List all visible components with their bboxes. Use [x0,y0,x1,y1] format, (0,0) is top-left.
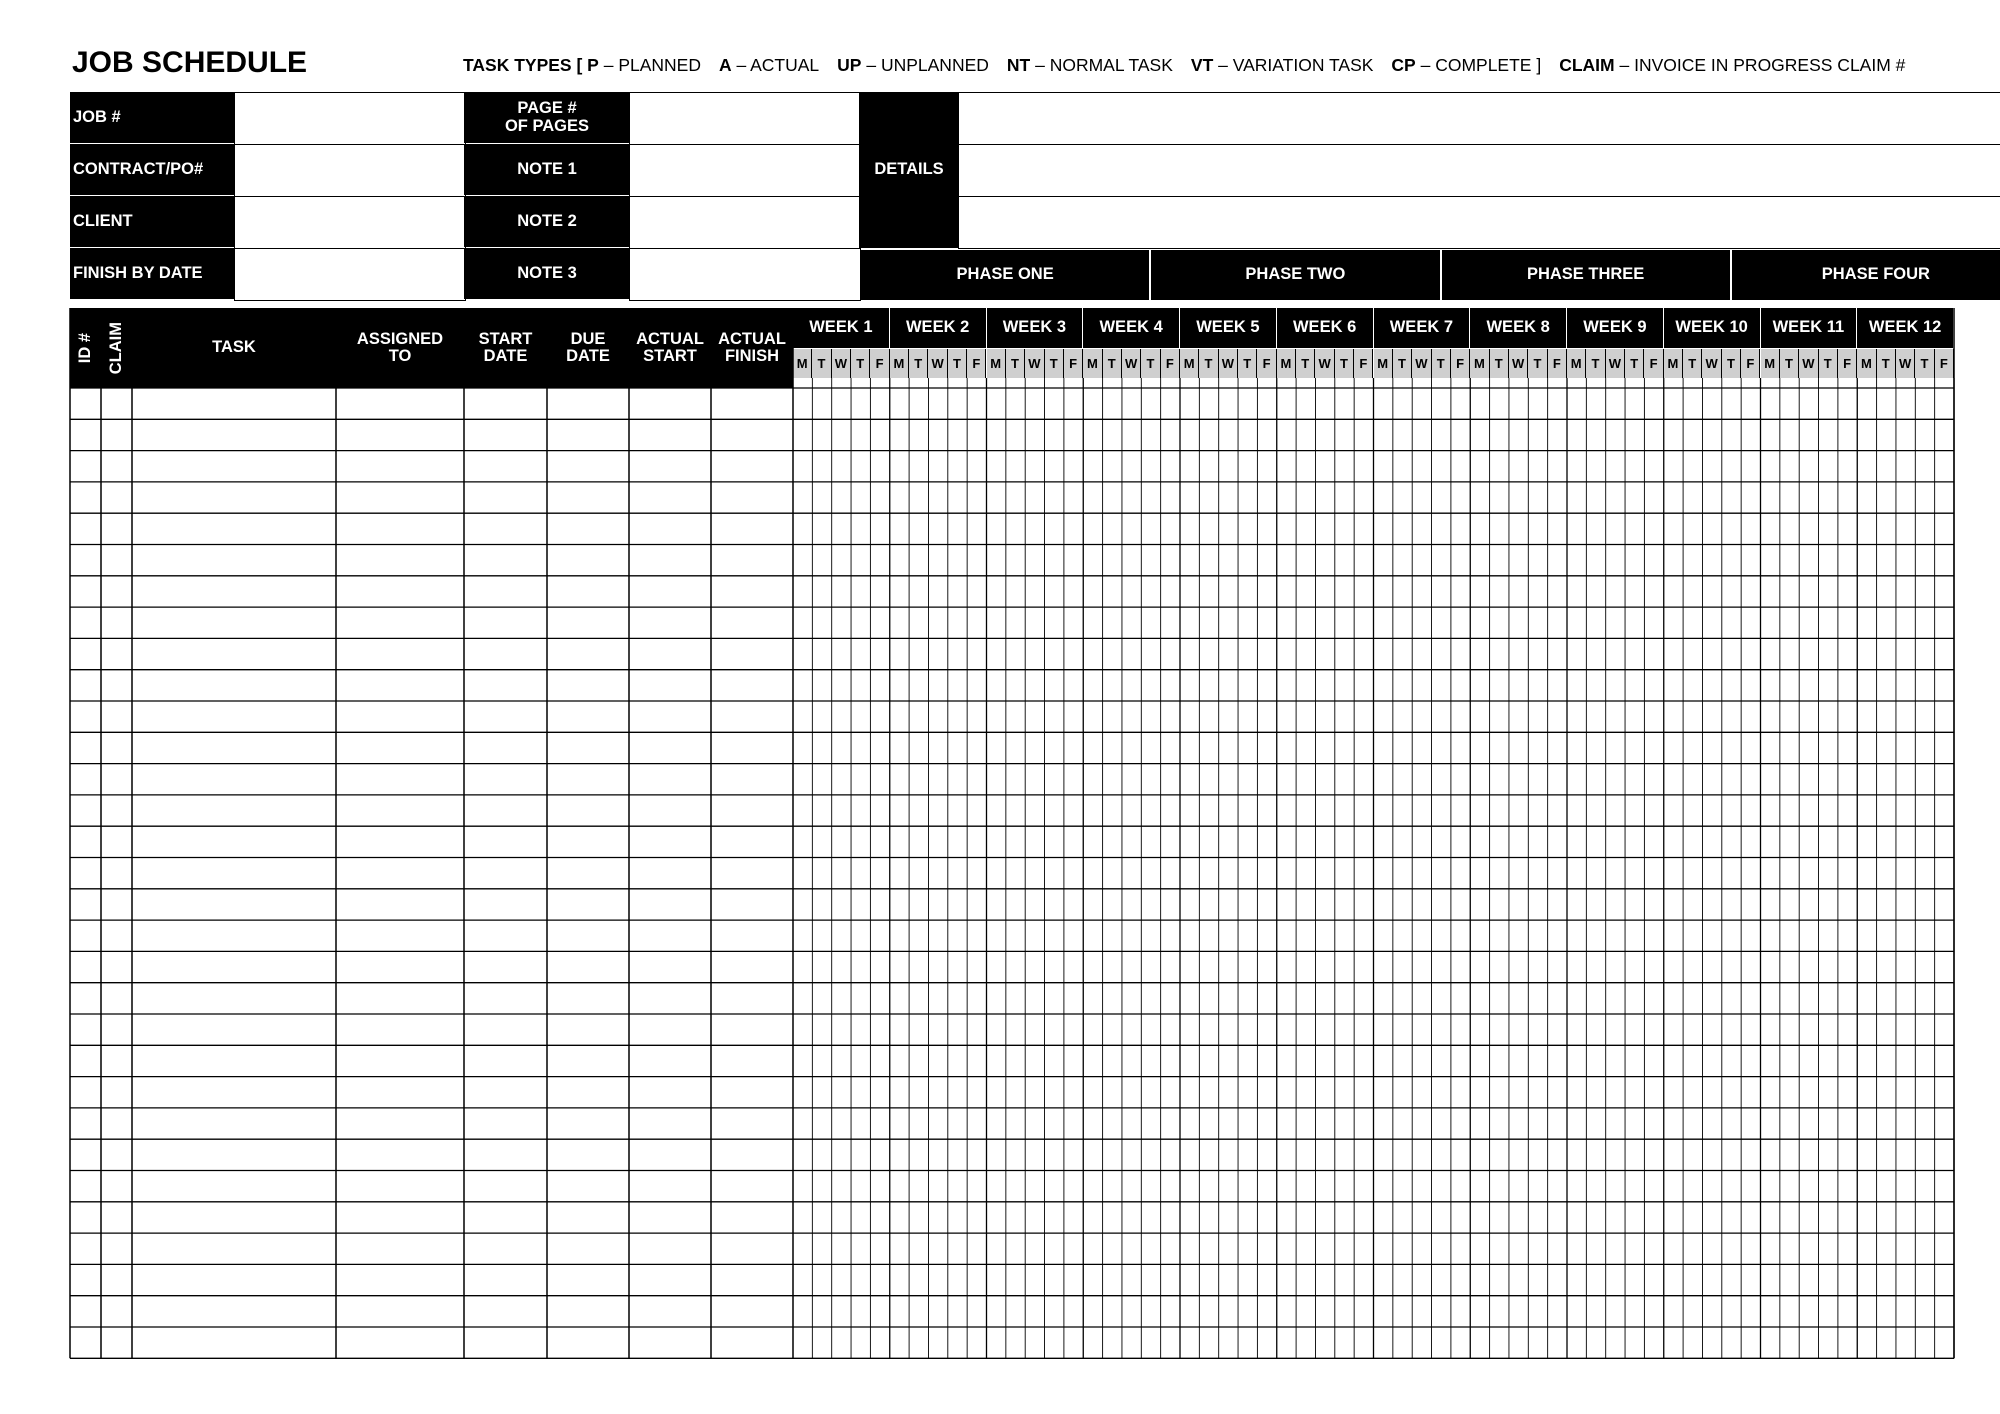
job-number-field[interactable] [234,92,466,145]
assigned-text: ASSIGNED [356,329,444,348]
start-text: START [643,347,697,365]
day-header: T [1528,349,1547,378]
note-3-label: NOTE 3 [464,248,630,299]
day-header: W [1509,349,1528,378]
day-header: W [1702,349,1721,378]
week-header: WEEK 3 [987,308,1083,348]
due-text: DUE [570,329,606,348]
day-header: M [1664,349,1683,378]
day-header: T [1238,349,1257,378]
day-header: T [812,349,831,378]
day-header: M [1277,349,1296,378]
day-header: M [890,349,909,378]
task-column-header: TASK [132,308,336,388]
day-header: T [1819,349,1838,378]
legend-label: NORMAL TASK [1049,55,1173,75]
week-header: WEEK 5 [1180,308,1276,348]
note-1-field[interactable] [629,144,861,197]
day-header: T [1141,349,1160,378]
note-2-label: NOTE 2 [464,196,630,247]
day-header: T [1199,349,1218,378]
day-header: W [1025,349,1044,378]
client-field[interactable] [234,196,466,249]
day-header: W [1606,349,1625,378]
day-header: M [987,349,1006,378]
day-header: F [1257,349,1276,378]
page-of-pages-label [464,92,630,143]
day-header: T [1296,349,1315,378]
day-header: M [1761,349,1780,378]
contract-po-field[interactable] [234,144,466,197]
legend-code: CLAIM [1559,55,1615,75]
week-header: WEEK 2 [890,308,986,348]
note-3-field[interactable] [629,248,861,301]
week-header: WEEK 10 [1664,308,1760,348]
to-text: TO [388,347,412,365]
contract-po-label: CONTRACT/PO# [70,144,236,195]
details-field-2[interactable] [958,144,2000,197]
actual-text: ACTUAL [636,329,704,348]
legend-label: VARIATION TASK [1232,55,1374,75]
day-header: M [1180,349,1199,378]
client-label: CLIENT [70,196,236,247]
grid-lines [70,308,1954,1398]
phase-header: PHASE THREE [1442,250,1730,300]
day-header: T [1393,349,1412,378]
day-header: M [793,349,812,378]
day-header: F [1838,349,1857,378]
claim-header-text: CLAIM [106,321,125,375]
legend-label: UNPLANNED [880,55,989,75]
phase-header: PHASE FOUR [1732,250,2000,300]
legend-code: NT [1006,55,1031,75]
day-header: F [1161,349,1180,378]
finish-text: FINISH [724,347,780,365]
day-header: W [1315,349,1334,378]
week-header: WEEK 11 [1761,308,1857,348]
day-header: M [1567,349,1586,378]
week-header: WEEK 4 [1083,308,1179,348]
day-header: T [1006,349,1025,378]
day-header: T [1490,349,1509,378]
legend-code: CP [1391,55,1416,75]
phase-header: PHASE ONE [861,250,1149,300]
day-header: W [1219,349,1238,378]
legend-label: COMPLETE ] [1435,55,1542,75]
day-header: F [1548,349,1567,378]
page-number-text: PAGE # [517,99,577,118]
day-header: M [1083,349,1102,378]
details-label: DETAILS [859,92,959,248]
finish-by-date-label: FINISH BY DATE [70,248,236,299]
day-header: T [948,349,967,378]
page-title: JOB SCHEDULE [72,46,308,79]
day-header: T [1335,349,1354,378]
day-header: T [909,349,928,378]
legend-code: P [587,55,599,75]
day-header: F [870,349,889,378]
day-header: W [1896,349,1915,378]
day-header: W [928,349,947,378]
day-header: T [1877,349,1896,378]
details-field-1[interactable] [958,92,2000,145]
date-text: DATE [566,347,610,365]
note-1-label: NOTE 1 [464,144,630,195]
day-header: T [1722,349,1741,378]
start-text: START [478,329,533,348]
day-header: M [1374,349,1393,378]
phase-header: PHASE TWO [1151,250,1439,300]
day-header: W [1799,349,1818,378]
day-header: T [1780,349,1799,378]
day-header: F [1354,349,1373,378]
day-header: W [1122,349,1141,378]
legend-code: VT [1190,55,1214,75]
day-header: F [1741,349,1760,378]
day-header: F [967,349,986,378]
task-types-legend: TASK TYPES [ P – PLANNED A – ACTUAL UP – UNPLANNED NT – NORMAL TASK VT – VARIATION TASK CP – COMPLETE ] CLAIM – INVOICE IN PROGRESS CLAIM # [463,55,1906,75]
week-header: WEEK 7 [1374,308,1470,348]
day-header: W [1412,349,1431,378]
actual-text: ACTUAL [718,329,786,348]
day-header: M [1857,349,1876,378]
job-number-label: JOB # [70,92,236,143]
day-header: T [1915,349,1934,378]
week-header: WEEK 8 [1470,308,1566,348]
week-header: WEEK 12 [1857,308,1953,348]
day-header: T [1432,349,1451,378]
id-header-text: ID # [75,332,94,364]
week-header: WEEK 9 [1567,308,1663,348]
day-header: W [832,349,851,378]
day-header: T [851,349,870,378]
page-of-pages-field[interactable] [629,92,861,145]
details-field-3[interactable] [958,196,2000,249]
day-header: F [1451,349,1470,378]
date-text: DATE [483,347,528,365]
finish-by-date-field[interactable] [234,248,466,301]
day-header: F [1644,349,1663,378]
day-header: T [1586,349,1605,378]
week-header: WEEK 6 [1277,308,1373,348]
week-header: WEEK 1 [793,308,889,348]
day-header: T [1625,349,1644,378]
legend-label: INVOICE IN PROGRESS CLAIM # [1634,55,1906,75]
day-header: T [1045,349,1064,378]
legend-prefix: TASK TYPES [ [463,55,583,75]
day-header: F [1064,349,1083,378]
legend-label: ACTUAL [750,55,820,75]
legend-label: PLANNED [618,55,701,75]
day-header: T [1683,349,1702,378]
of-pages-text: OF PAGES [504,116,590,135]
legend-code: A [718,55,732,75]
day-header: F [1935,349,1954,378]
day-header: M [1470,349,1489,378]
legend-code: UP [837,55,862,75]
note-2-field[interactable] [629,196,861,249]
day-header: T [1103,349,1122,378]
